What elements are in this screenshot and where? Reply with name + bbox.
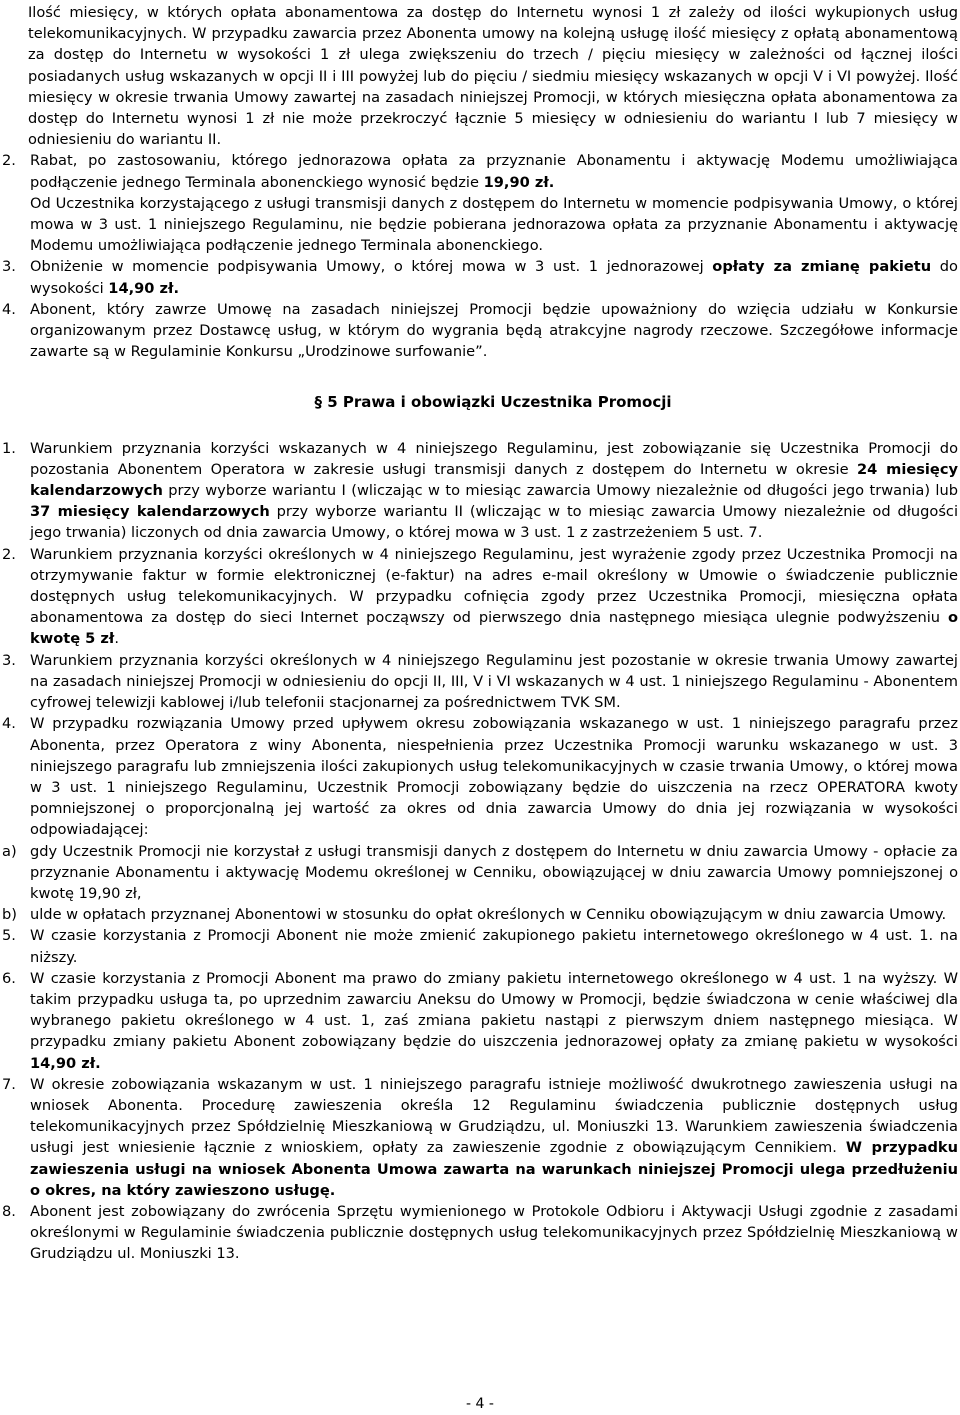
item-text bbox=[30, 544, 958, 650]
list-item bbox=[2, 968, 958, 1074]
item-text: W przypadku rozwiązania Umowy przed upływem okresu zobowiązania wskazanego w ust. 1 niniejszego paragrafu przez Abonenta, przez Operatora z winy Abonenta, niespełnienia przez Uczestnika Promocji warunku wskazanego w ust. 3 niniejszego paragrafu lub zmniejszenia ilości zakupionych usług telekomunikacyjnych w czasie trwania Umowy, o której mowa w 3 ust. 1 niniejszego Regulaminu, Uczestnik Promocji zobowiązany będzie do uiszczenia na rzecz OPERATORA kwoty pomniejszonej o proporcjonalną jej wartość za okres od dnia zawarcia Umowy do dnia jej rozwiązania w wysokości odpowiadającej: bbox=[30, 715, 958, 839]
item-text-part: Rabat, po zastosowaniu, którego jednorazowa opłata za przyznanie Abonamentu i aktywację Modemu umożliwiająca podłączenie jednego Terminala abonenckiego wynosić będzie bbox=[30, 152, 958, 191]
item-text bbox=[30, 150, 958, 256]
item-number: 7. bbox=[2, 1075, 16, 1093]
item-number: 4. bbox=[2, 300, 16, 318]
item-text-part: Od Uczestnika korzystającego z usługi transmisji danych z dostępem do Internetu w momencie podpisywania Umowy, o której mowa w 3 ust. 1 niniejszego Regulaminu, nie będzie pobierana jednorazowa opłata za przyznanie Abonamentu i aktywację Modemu umożliwiająca podłączenie jednego Terminala abonenckiego. bbox=[30, 194, 958, 255]
item-bold-part: 24 miesięcy kalendarzowych bbox=[30, 460, 958, 500]
item-text-part: Obniżenie w momencie podpisywania Umowy, o której mowa w 3 ust. 1 jednorazowej bbox=[30, 258, 713, 276]
item-number: 8. bbox=[2, 1202, 16, 1220]
item-text-part: Warunkiem przyznania korzyści określonych w 4 niniejszego Regulaminu, jest wyrażenie zgody przez Uczestnika Promocji na otrzymywanie faktur w formie elektronicznej (e-faktur) na adres e-mail określony w Umowie o świadczenie publicznie dostępnych usług telekomunikacyjnych. W przypadku cofnięcia zgody przez Uczestnika Promocji, miesięczna opłata abonamentowa za dostęp do sieci Internet począwszy od pierwszego dnia następnego miesiąca ulegnie podwyższeniu bbox=[30, 545, 958, 627]
list-item bbox=[2, 1074, 959, 1201]
item-bold-part: 37 miesięcy kalendarzowych bbox=[30, 503, 270, 521]
list-item bbox=[2, 650, 958, 714]
item-text-part: Warunkiem przyznania korzyści wskazanych w 4 niniejszego Regulaminu, jest zobowiązanie się Uczestnika Promocji do pozostania Abonentem Operatora w zakresie usługi transmisji danych z dostępem do Internetu w okresie bbox=[30, 439, 958, 478]
section-heading bbox=[28, 392, 958, 413]
list-item bbox=[2, 438, 959, 544]
item-text-part: przy wyborze wariantu I (wliczając w to miesiąc zawarcia Umowy niezależnie od długości jego trwania) lub bbox=[162, 482, 958, 500]
item-text-part: . bbox=[114, 630, 119, 648]
item-text bbox=[30, 968, 958, 1074]
item-text: gdy Uczestnik Promocji nie korzystał z usługi transmisji danych z dostępem do Internetu w dniu zawarcia Umowy - opłacie za przyznanie Abonamentu i aktywację Modemu określonej w Cenniku, obowiązującej w dniu zawarcia Umowy pomniejszonej o kwotę 19,90 zł, bbox=[30, 842, 958, 902]
item-number: 2. bbox=[2, 545, 16, 563]
item-text: Abonent jest zobowiązany do zwrócenia Sprzętu wymienionego w Protokole Odbioru i Aktywacji Usługi zgodnie z zasadami określonymi w Regulaminie świadczenia publicznie dostępnych usług telekomunikacyjnych przez Spółdzielnię Mieszkaniową w Grudziądzu ul. Moniuszki 13. bbox=[30, 1202, 958, 1263]
list-subitem bbox=[2, 904, 958, 925]
item-text-part: do wysokości bbox=[30, 258, 958, 297]
item-bold-part: W przypadku zawieszenia usługi na wniosek Abonenta Umowa zawarta na warunkach niniejszej Promocji ulega przedłużeniu o okres, na który zawieszono usługę. bbox=[30, 1139, 959, 1199]
item-number: b) bbox=[2, 906, 17, 924]
page-number: - 4 - bbox=[466, 1396, 494, 1412]
list-item bbox=[2, 713, 958, 840]
item-text: ulde w opłatach przyznanej Abonentowi w stosunku do opłat określonych w Cenniku obowiązującym w dniu zawarcia Umowy. bbox=[30, 906, 947, 924]
section-heading-text: 5 Prawa i obowiązki Uczestnika Promocji bbox=[321, 393, 672, 412]
item-text: Warunkiem przyznania korzyści określonych w 4 niniejszego Regulaminu jest pozostanie w okresie trwania Umowy zawartej na zasadach niniejszej Promocji w odniesieniu do opcji II, III, V i VI wskazanych w 4 ust. 1 niniejszego Regulaminu - Abonentem cyfrowej telewizji kablowej i/lub telefonii stacjonarnej za pośrednictwem TVK SM. bbox=[30, 651, 958, 712]
item-number: 6. bbox=[2, 969, 16, 987]
item-number: 5. bbox=[2, 927, 16, 945]
item-bold-part: 14,90 zł. bbox=[108, 279, 179, 297]
item-bold-part: 14,90 zł. bbox=[30, 1054, 101, 1072]
item-text: Abonent, który zawrze Umowę na zasadach niniejszej Promocji będzie upoważniony do wzięcia udziału w Konkursie organizowanym przez Dostawcę usług, w którym do wygrania będą atrakcyjne nagrody rzeczowe. Szczegółowe informacje zawarte są w Regulaminie Konkursu „Urodzinowe surfowanie”. bbox=[30, 300, 958, 361]
item-text-part: przy wyborze wariantu II (wliczając w to miesiąc zawarcia Umowy niezależnie od długości jego trwania) liczonych od dnia zawarcia Umowy, o której mowa w 3 ust. 1 z zastrzeżeniem 5 ust. 7. bbox=[30, 503, 959, 542]
list-item bbox=[2, 1201, 958, 1265]
item-text-part: W okresie zobowiązania wskazanym w ust. 1 niniejszego paragrafu istnieje możliwość dwukrotnego zawieszenia usługi na wniosek Abonenta. Procedurę zawieszenia określa 12 Regulaminu świadczenia publicznie dostępnych usług telekomunikacyjnych przez Spółdzielnię Mieszkaniową w Grudziądzu, ul. Moniuszki 13. Warunkiem zawieszenia świadczenia usługi jest wniesienie łącznie z wnioskiem, opłaty za zawieszenie zgodnie z obowiązującym Cennikiem. bbox=[30, 1075, 958, 1157]
list-item bbox=[2, 150, 958, 256]
item-bold-part: 19,90 zł. bbox=[483, 173, 555, 191]
section-sign-icon: § bbox=[314, 393, 322, 412]
list-item bbox=[2, 299, 958, 363]
item-text: W czasie korzystania z Promocji Abonent nie może zmienić zakupionego pakietu internetowego określonego w 4 ust. 1. na niższy. bbox=[30, 927, 958, 966]
item-number: a) bbox=[2, 842, 17, 860]
intro-paragraph: Ilość miesięcy, w których opłata abonamentowa za dostęp do Internetu wynosi 1 zł zależy od ilości wykupionych usług telekomunikacyjnych. W przypadku zawarcia przez Abonenta umowy na kolejną usługę ilość miesięcy z opłatą abonamentową za dostęp do Internetu w wysokości 1 zł ulega zwiększeniu do trzech / pięciu miesięcy w zależności od łącznej ilości posiadanych usług wskazanych w opcji II i III powyżej lub do pięciu / siedmiu miesięcy wskazanych w opcji V i VI powyżej. Ilość miesięcy w okresie trwania Umowy zawartej na zasadach niniejszej Promocji, w których miesięczna opłata abonamentowa za dostęp do Internetu wynosi 1 zł nie może przekroczyć łącznie 5 miesięcy w odniesieniu do wariantu I lub 7 miesięcy w odniesieniu do wariantu II. bbox=[28, 4, 958, 149]
item-number: 2. bbox=[2, 152, 16, 170]
item-bold-part: o kwotę 5 zł bbox=[30, 609, 958, 648]
list-item bbox=[2, 544, 958, 650]
item-number: 3. bbox=[2, 651, 16, 669]
item-bold-part: opłaty za zmianę pakietu bbox=[712, 258, 932, 276]
item-text bbox=[30, 438, 958, 544]
list-subitem bbox=[2, 841, 958, 905]
document-page bbox=[2, 2, 959, 1265]
item-text bbox=[30, 256, 958, 298]
item-text bbox=[30, 1074, 958, 1201]
item-number: 4. bbox=[2, 715, 16, 733]
item-number: 3. bbox=[2, 258, 16, 276]
list-item bbox=[2, 256, 958, 298]
list-item bbox=[2, 925, 958, 967]
item-number: 1. bbox=[2, 439, 16, 457]
item-text-part: W czasie korzystania z Promocji Abonent ma prawo do zmiany pakietu internetowego określonego w 4 ust. 1 na wyższy. W takim przypadku usługa ta, po uprzednim zawarciu Aneksu do Umowy w Promocji, będzie świadczona w cenie właściwej dla wybranego pakietu określonego w 4 ust. 1, zaś zmiana pakietu nastąpi z pierwszym dniem następnego miesiąca. W przypadku zmiany pakietu Abonent zobowiązany będzie do uiszczenia jednorazowej opłaty za zmianę pakietu w wysokości bbox=[30, 969, 958, 1051]
